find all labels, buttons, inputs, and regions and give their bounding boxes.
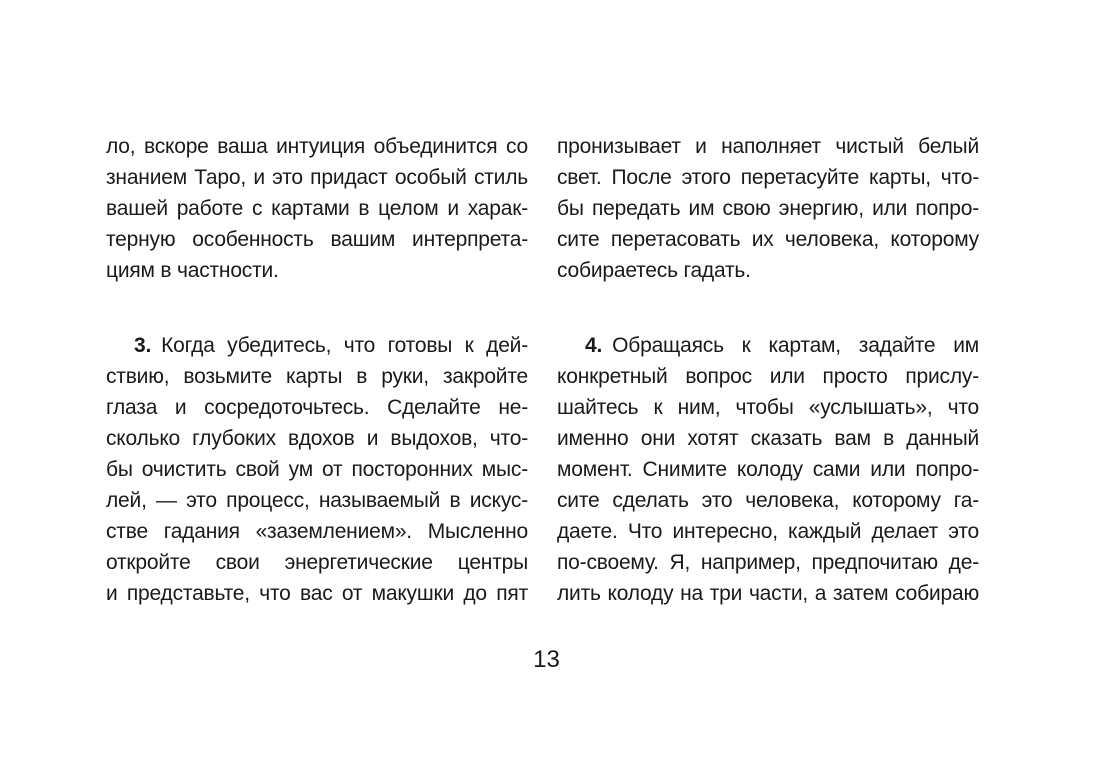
text-line: терную особенность вашим интерпрета- bbox=[106, 228, 528, 251]
text-line: глаза и сосредоточьтесь. Сделайте не- bbox=[106, 396, 528, 419]
text-line: сите сделать это человека, которому га- bbox=[557, 489, 979, 512]
numbered-paragraph-first-line bbox=[106, 330, 528, 361]
text-line: сколько глубоких вдохов и выдохов, что- bbox=[106, 427, 528, 450]
text-line: лить колоду на три части, а затем собираю bbox=[557, 582, 979, 605]
paragraph-gap bbox=[106, 286, 528, 330]
text-line: знанием Таро, и это придаст особый стиль bbox=[106, 166, 528, 189]
text-line: ло, вскоре ваша интуиция объединится со bbox=[106, 135, 528, 158]
text-line: собираетесь гадать. bbox=[557, 259, 751, 282]
paragraph-number: 3. bbox=[134, 334, 152, 357]
text-line: по-своему. Я, например, предпочитаю де- bbox=[557, 551, 979, 574]
text-line: конкретный вопрос или просто прислу- bbox=[557, 365, 979, 388]
text-line: свет. После этого перетасуйте карты, что- bbox=[557, 166, 979, 189]
text-line: вашей работе с картами в целом и харак- bbox=[106, 197, 528, 220]
numbered-paragraph-first-line bbox=[557, 330, 979, 361]
text-line: сите перетасовать их человека, которому bbox=[557, 228, 979, 251]
text-line: именно они хотят сказать вам в данный bbox=[557, 427, 979, 450]
text-line: момент. Снимите колоду сами или попро- bbox=[557, 458, 979, 481]
text-line: бы очистить свой ум от посторонних мыс- bbox=[106, 458, 528, 481]
text-line: откройте свои энергетические центры bbox=[106, 551, 528, 574]
paragraph-number: 4. bbox=[585, 334, 603, 357]
text-line: лей, — это процесс, называемый в искус- bbox=[106, 489, 528, 512]
text-line: бы передать им свою энергию, или попро- bbox=[557, 197, 979, 220]
text-line: стве гадания «заземлением». Мысленно bbox=[106, 520, 528, 543]
text-line: и представьте, что вас от макушки до пят bbox=[106, 582, 528, 605]
text-line: пронизывает и наполняет чистый белый bbox=[557, 135, 979, 158]
text-line: ствию, возьмите карты в руки, закройте bbox=[106, 365, 528, 388]
text-line: Обращаясь к картам, задайте им bbox=[612, 334, 979, 357]
right-column bbox=[557, 131, 979, 609]
text-line: циям в частности. bbox=[106, 259, 279, 282]
text-line: Когда убедитесь, что готовы к дей- bbox=[161, 334, 528, 357]
left-column bbox=[106, 131, 528, 609]
paragraph-gap bbox=[557, 286, 979, 330]
page-number: 13 bbox=[533, 646, 560, 673]
text-line: даете. Что интересно, каждый делает это bbox=[557, 520, 979, 543]
text-line: шайтесь к ним, чтобы «услышать», что bbox=[557, 396, 979, 419]
